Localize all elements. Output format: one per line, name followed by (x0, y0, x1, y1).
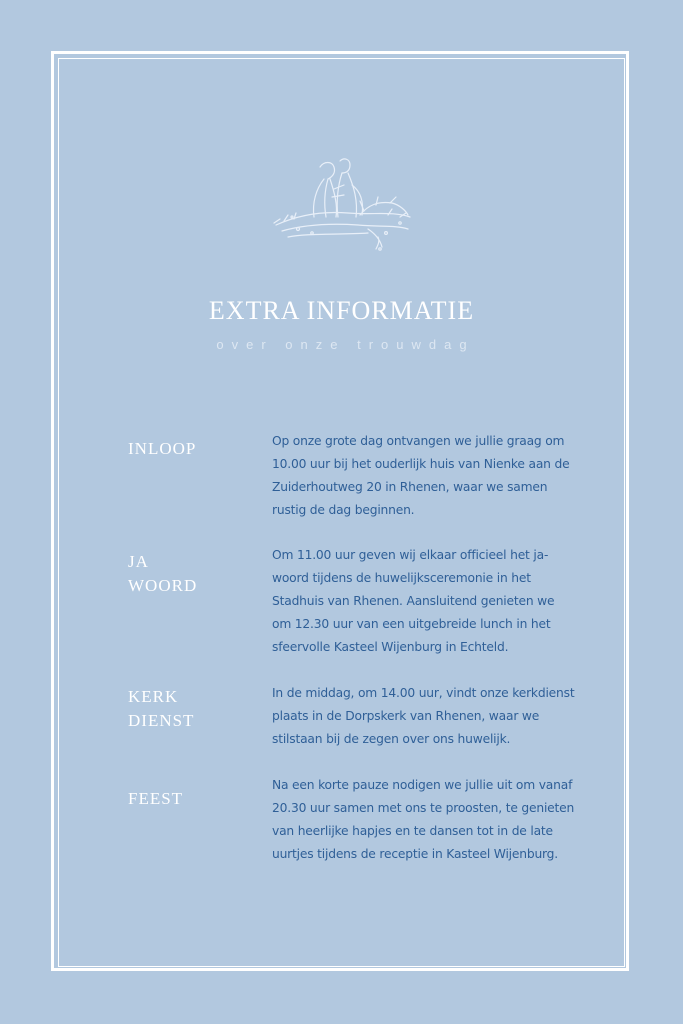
section-label: KERK DIENST (128, 687, 195, 730)
section-text: Op onze grote dag ontvangen we jullie graag om 10.00 uur bij het ouderlijk huis van Nienke aan de Zuiderhoutweg 20 in Rhenen, waar we samen rustig de dag beginnen. (272, 434, 570, 517)
section-text: Na een korte pauze nodigen we jullie uit om vanaf 20.30 uur samen met ons te proosten, te genieten van heerlijke hapjes en te dansen tot in de late uurtjes tijdens de receptie in Kasteel Wijenburg. (272, 778, 575, 861)
section-text: In de middag, om 14.00 uur, vindt onze kerkdienst plaats in de Dorpskerk van Rhenen, waar we stilstaan bij de zegen over ons huwelijk. (272, 686, 575, 746)
page-title: EXTRA INFORMATIE (208, 296, 475, 325)
section-label: JA WOORD (128, 552, 198, 595)
couple-illustration-icon (268, 145, 416, 263)
section-label: INLOOP (128, 439, 197, 458)
page-subtitle: over onze trouwdag (216, 337, 475, 352)
section-text: Om 11.00 uur geven wij elkaar officieel het ja-woord tijdens de huwelijksceremonie in het Stadhuis van Rhenen. Aansluitend genieten we om 12.30 uur van een uitgebreide lunch in het sfeervolle Kasteel Wijenburg in Echteld. (272, 548, 555, 654)
section-label: FEEST (128, 789, 184, 808)
